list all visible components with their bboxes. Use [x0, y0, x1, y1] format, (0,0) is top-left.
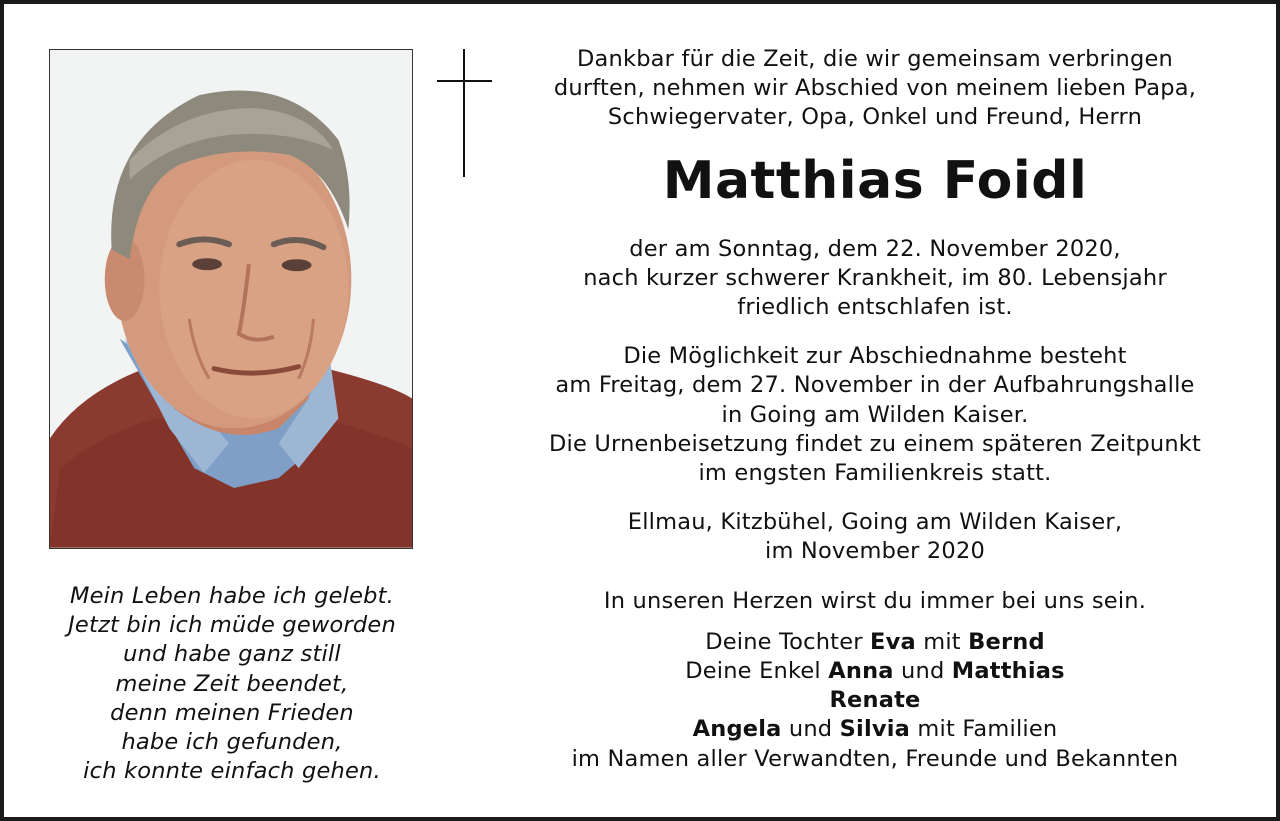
poem-line: Mein Leben habe ich gelebt. — [69, 583, 395, 609]
poem-line: ich konnte einfach gehen. — [83, 758, 381, 785]
death-line: nach kurzer schwerer Krankheit, im 80. Lebensjahr — [583, 264, 1167, 291]
cross-icon — [437, 49, 492, 177]
mourners — [514, 628, 1236, 774]
place-date-line: im November 2020 — [765, 538, 985, 565]
farewell-line: am Freitag, dem 27. November in der Aufbahrungshalle — [555, 372, 1195, 399]
mourner-line-relatives: im Namen aller Verwandten, Freunde und Bekannten — [571, 745, 1179, 772]
deceased-name: Matthias Foidl — [662, 150, 1088, 211]
farewell-info — [514, 342, 1236, 488]
place-date-line: Ellmau, Kitzbühel, Going am Wilden Kaiser, — [627, 509, 1123, 536]
intro-line: Dankbar für die Zeit, die wir gemeinsam verbringen — [576, 46, 1174, 72]
farewell-line: Die Möglichkeit zur Abschiednahme besteht — [623, 343, 1127, 370]
mourner-name: Angela — [692, 716, 782, 743]
mourner-name: Matthias — [951, 658, 1065, 685]
death-line: friedlich entschlafen ist. — [737, 294, 1013, 321]
poem-line: denn meinen Frieden — [110, 699, 354, 726]
mourner-text: Deine Enkel — [685, 658, 829, 685]
intro — [514, 45, 1236, 133]
mourner-text: mit Familien — [910, 716, 1058, 743]
farewell-line: in Going am Wilden Kaiser. — [721, 401, 1029, 428]
portrait-photo — [49, 49, 413, 549]
poem-line: habe ich gefunden, — [121, 729, 343, 756]
mourner-line-daughter — [514, 628, 1236, 657]
poem-line: und habe ganz still — [123, 641, 341, 668]
mourner-text: und — [893, 658, 952, 685]
intro-line: durften, nehmen wir Abschied von meinem lieben Papa, — [553, 75, 1197, 102]
place-date — [514, 508, 1236, 566]
mourner-line-grandchildren — [514, 657, 1236, 686]
death-notice — [514, 235, 1236, 323]
main-text — [514, 45, 1236, 774]
mourner-line-renate — [514, 686, 1236, 715]
mourner-name: Eva — [870, 628, 916, 655]
mourner-text: Deine Tochter — [705, 628, 871, 655]
mourner-line-siblings — [514, 715, 1236, 744]
mourner-name: Bernd — [968, 628, 1045, 655]
poem-line: meine Zeit beendet, — [115, 670, 349, 697]
mourner-name: Renate — [829, 687, 921, 714]
farewell-line: im engsten Familienkreis statt. — [698, 460, 1052, 487]
poem — [34, 582, 430, 786]
portrait-image — [50, 50, 412, 548]
intro-line: Schwiegervater, Opa, Onkel und Freund, Herrn — [607, 104, 1143, 131]
death-line: der am Sonntag, dem 22. November 2020, — [629, 235, 1121, 262]
mourner-text: und — [781, 716, 840, 743]
mourner-name: Anna — [828, 658, 894, 685]
heart-line: In unseren Herzen wirst du immer bei uns sein. — [603, 587, 1147, 614]
farewell-line: Die Urnenbeisetzung findet zu einem späteren Zeitpunkt — [548, 430, 1202, 457]
mourner-text: mit — [915, 628, 969, 655]
mourner-name: Silvia — [839, 716, 911, 743]
poem-line: Jetzt bin ich müde geworden — [68, 612, 396, 639]
